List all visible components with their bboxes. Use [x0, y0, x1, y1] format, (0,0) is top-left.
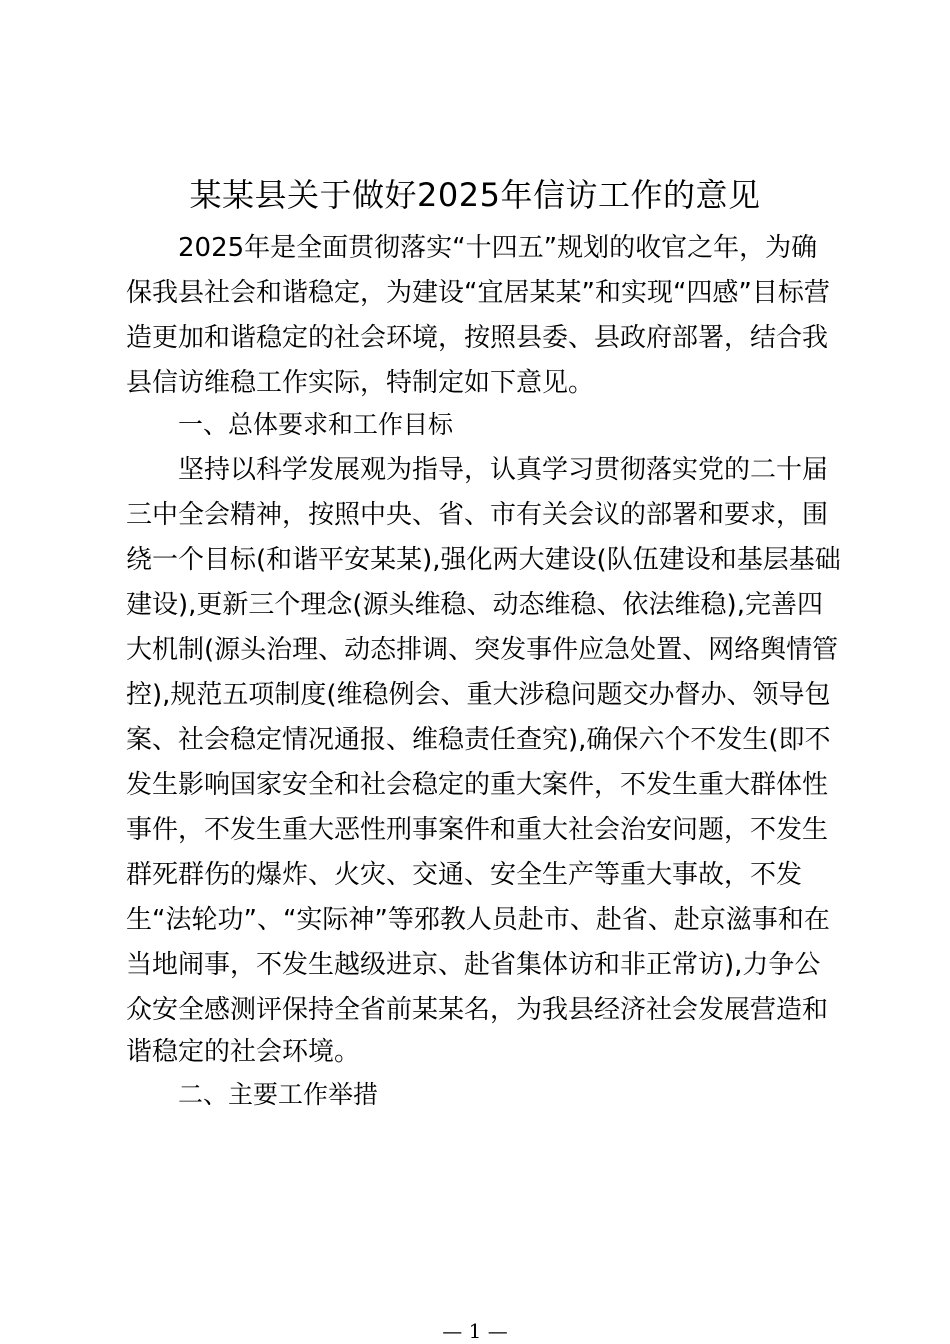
section1-line: 当地闹事，不发生越级进京、赴省集体访和非正常访),力争公	[126, 950, 821, 980]
intro-line: 造更加和谐稳定的社会环境，按照县委、县政府部署，结合我	[126, 323, 829, 353]
section-heading-1: 一、总体要求和工作目标	[178, 410, 454, 439]
section1-line: 众安全感测评保持全省前某某名，为我县经济社会发展营造和	[126, 995, 829, 1025]
section1-line: 谐稳定的社会环境。	[126, 1037, 361, 1067]
section1-line: 群死群伤的爆炸、火灾、交通、安全生产等重大事故，不发	[126, 860, 803, 890]
section1-line: 发生影响国家安全和社会稳定的重大案件，不发生重大群体性	[126, 770, 829, 800]
document-title: 某某县关于做好2025年信访工作的意见	[189, 176, 761, 214]
section1-line: 三中全会精神，按照中央、省、市有关会议的部署和要求，围	[126, 500, 829, 530]
intro-line: 县信访维稳工作实际，特制定如下意见。	[126, 368, 595, 398]
section1-line: 建设),更新三个理念(源头维稳、动态维稳、依法维稳),完善四	[126, 590, 823, 620]
section1-line: 绕一个目标(和谐平安某某),强化两大建设(队伍建设和基层基础	[126, 545, 841, 575]
section1-line: 大机制(源头治理、动态排调、突发事件应急处置、网络舆情管	[126, 635, 839, 665]
intro-line: 2025年是全面贯彻落实“十四五”规划的收官之年，为确	[178, 233, 818, 263]
section1-line: 案、社会稳定情况通报、维稳责任查究),确保六个不发生(即不	[126, 725, 831, 755]
section-heading-2: 二、主要工作举措	[178, 1080, 379, 1109]
section1-line: 控),规范五项制度(维稳例会、重大涉稳问题交办督办、领导包	[126, 680, 831, 710]
section1-line: 坚持以科学发展观为指导，认真学习贯彻落实党的二十届	[178, 455, 829, 485]
intro-line: 保我县社会和谐稳定，为建设“宜居某某”和实现“四感”目标营	[126, 278, 830, 308]
page-number: — 1 —	[442, 1319, 508, 1343]
section1-line: 事件，不发生重大恶性刑事案件和重大社会治安问题，不发生	[126, 815, 829, 845]
section1-line: 生“法轮功”、“实际神”等邪教人员赴市、赴省、赴京滋事和在	[126, 905, 830, 935]
